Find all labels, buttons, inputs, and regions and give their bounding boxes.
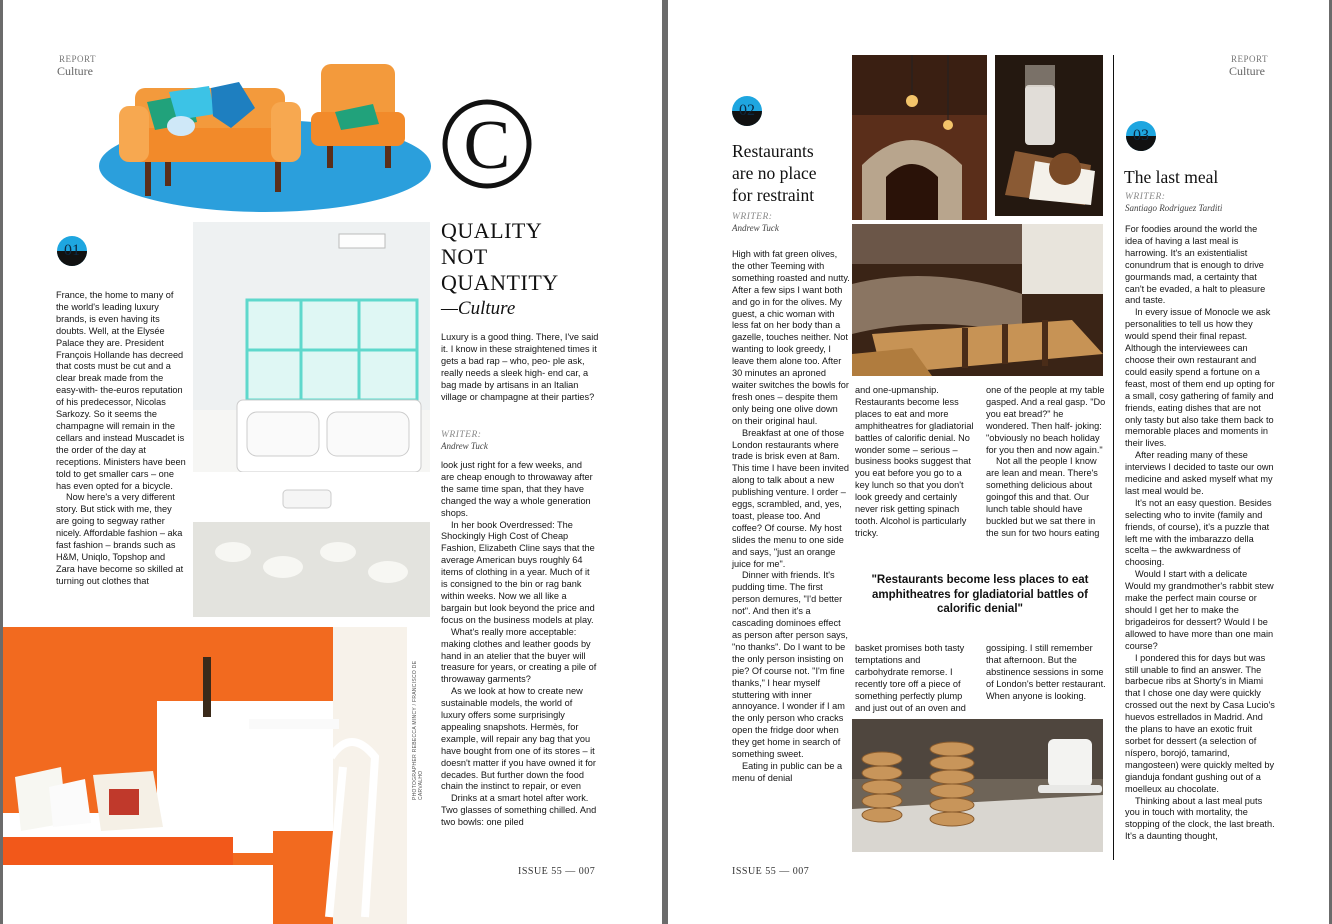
bedroom-photo (193, 222, 430, 617)
right-column-c-bottom: gossiping. I still remember that afternoon. But the abstinence sessions in some of London's better restaurant. When anyone is looking. (986, 643, 1106, 701)
orange-room-photo (3, 627, 407, 924)
right-column-c-top: one of the people at my table gasped. And a real gasp. "Do you eat bread?" he wondered. Then half- joking: "obviously no beach holiday for you then and now again." Not all the people I know are lean and mean. There's something delicious about goingof this and that. Our lunch table should have buckled but we sat there in the sun for two hours eating (986, 385, 1106, 538)
left-column-2: look just right for a few weeks, and are cheap enough to throwaway after the same time span, that they have changed the way a whole generation shops. In her book Overdressed: The Shockingly High Cost of Cheap Fashion, Elizabeth Cline says that the average American buys roughly 64 items of clothing in a year. Much of it is consigned to the bin or rag bank within weeks. Now we all like a bargain but look beyond the price and focus on the business models at play. What's really more acceptable: making clothes and leather goods by hand in an atelier that the buyer will treasure for years, or creating a pile of throwaway garments? As we look at how to create new sustainable models, the world of luxury offers some surprisingly appealing snapshots. Hermès, for example, will repair any bag that you have bought from one of its stores – it doesn't matter if you have owned it for decades. But further down the food chain the instinct to repair, or even Drinks at a smart hotel after work. Two glasses of something chilled. And two bowls: one piled (441, 460, 597, 828)
writer-label: WRITER: (1125, 192, 1166, 202)
headline-kicker: —Culture (441, 298, 516, 319)
right-column-d: For foodies around the world the idea of having a last meal is harrowing. It's an existentialist conundrum that is enough to drive gourmands mad, a certainty that can't be evaded, a halt to pleasure and taste. In every issue of Monocle we ask personalities to tell us how they would spend their final repast. Although the interviewees can choose their own restaurant and could easily spend a fortune on a feast, most of them end up opting for a small, cosy gathering of family and friends, eating dishes that are not only tasty but also take them back to memorable places and moments in their lives. After reading many of these interviews I decided to taste our own medicine and asked myself what my last meal would be. It's not an easy question. Besides selecting who to invite (family and friends, of course), it's a puzzle that left me with the imbarazzo della scelta – the awkwardness of choosing. Would I start with a delicate Would my grandmother's rabbit stew make the perfect main course or should I get her to make the brigadeiros for dessert? Would I be allowed to have more than one main course? I pondered this for days but was still unable to find an answer. The barbecue ribs at Shorty's in Miami that I chose one day were quickly crossed out the next by Casa Lucio's huevos estrellados in Madrid. And the plans to have an exotic fruit sorbet for dessert (a selection of níspero, borojó, tamarind, mangosteen) were quickly melted by gianduja fondant gushing out of a moelleux au chocolate. Thinking about a last meal puts you in touch with mortality, the stopping of the clock, the last breath. It's a daunting thought, (1125, 224, 1275, 842)
right-column-b-top: and one-upmanship. Restaurants become less places to eat and more amphitheatres for gladiatorial battles of calorific denial. No wonder some – serious – business books suggest that you eat before you go to a key lunch so that you don't look greedy and certainly never risk getting spinach tooth. Alcohol is particularly tricky. (855, 385, 974, 538)
restaurant-oven-photo (852, 55, 987, 220)
photo-credit: PHOTOGRAPHER REBECCA MINCY / FRANCISCO DE CARVALHO (412, 660, 424, 800)
report-label: REPORT (1231, 54, 1268, 64)
svg-text:C: C (463, 107, 511, 184)
report-label: REPORT (59, 54, 96, 64)
article-2-title: Restaurants are no place for restraint (732, 141, 817, 205)
column-rule (1113, 55, 1114, 860)
folio: ISSUE 55 — 007 (732, 866, 810, 877)
restaurant-interior-photo (852, 224, 1103, 376)
left-page (3, 0, 662, 924)
milk-cookie-photo (995, 55, 1103, 216)
section-number-badge: 03 (1126, 121, 1156, 151)
section-label: Culture (1229, 64, 1265, 78)
writer-name: Andrew Tuck (732, 223, 779, 233)
pull-quote: "Restaurants become less places to eat amphitheatres for gladiatorial battles of calorific denial" (871, 574, 1089, 615)
section-label: Culture (57, 64, 93, 78)
intro-paragraph: Luxury is a good thing. There, I've said it. I know in these straightened times it gets a bad rap – who, peo- ple ask, really needs a sleek high- end car, a bag made by artisans in an Italian village or champagne at their parties? (441, 332, 599, 402)
copyright-c-icon (441, 96, 533, 192)
folio: ISSUE 55 — 007 (518, 866, 596, 877)
right-column-b-bottom: basket promises both tasty temptations and carbohydrate remorse. I recently tore off a piece of something perfectly plump and just out of an oven and (855, 643, 966, 713)
right-page (668, 0, 1329, 924)
left-column-1: France, the home to many of the world's leading luxury brands, is even having its doubts. Well, at the Elysée Palace they are. President François Hollande has decreed that costs must be cut and a clear break made from the easy-with- the-euros reputation of his predecessor, Nicolas Sarkozy. So it seems the champagne will remain in the cellars and instead Muscadet is the order of the day at receptions. Ministers have been told to get smaller cars – one has even opted for a bicycle. Now here's a very different story. But stick with me, they are going to segway rather nicely. Affordable fashion – aka fast fashion – brands such as H&M, Uniqlo, Topshop and Zara have become so skilled at turning out clothes that (56, 290, 186, 586)
writer-label: WRITER: (441, 430, 482, 440)
writer-name: Andrew Tuck (441, 441, 488, 451)
writer-label: WRITER: (732, 212, 773, 222)
section-number-badge: 01 (57, 236, 87, 266)
article-3-title: The last meal (1124, 167, 1219, 187)
section-number-badge: 02 (732, 96, 762, 126)
sofa-illustration (99, 58, 435, 214)
headline: QUALITY NOT QUANTITY (441, 218, 559, 295)
right-column-a: High with fat green olives, the other Teeming with something roasted and nutty. After a few sips I want both and go in for the olives. My guest, a chic woman with less fat on her body than a gazelle, touches neither. Not wanting to look greedy, I leave them alone too. After 30 minutes an aproned waiter switches the bowls for fresh ones – despite them only being one olive down on their original haul. Breakfast at one of those London restaurants where trade is brisk even at 8am. This time I have been invited along to talk about a new publishing venture. I order – eggs, scrambled, and, yes, toast, please too. And coffee? Of course. My host slides the menu to one side and says, "just an orange juice for me". Dinner with friends. It's pudding time. The first person demures, "I'd better not". And then it's a cascading dominoes effect as person after person says, "no thanks". Do I want to be the only person insisting on pie? Of course not. "I'm fine thanks," I hear myself stuttering with inner annoyance. I wonder if I am the only person who cracks open the fridge door when they get home in search of something sweet. Eating in public can be a menu of denial (732, 249, 850, 783)
writer-name: Santiago Rodriguez Tarditi (1125, 203, 1223, 213)
cookies-photo (852, 719, 1103, 852)
